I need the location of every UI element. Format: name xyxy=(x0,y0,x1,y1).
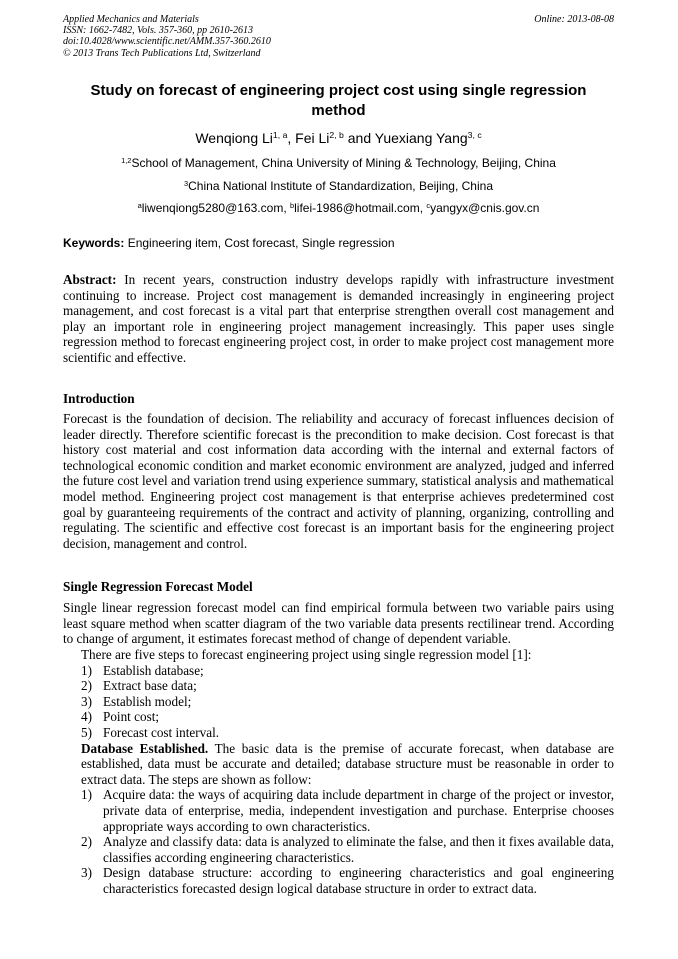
abstract xyxy=(63,272,614,366)
affiliation-2-text: China National Institute of Standardization, Beijing, China xyxy=(188,179,493,193)
abstract-text: In recent years, construction industry develops rapidly with infrastructure investment continuing to increase. Project cost management is demanded increasingly in engineering project management, and cost forecast is a vital part that enterprise strengthen overall cost management and play an important role in engineering project management increasingly. This paper uses single regression method to forecast engineering project cost, in order to make project cost management more scientific and effective. xyxy=(63,272,614,365)
author-separator: and xyxy=(343,130,375,146)
keywords-text: Engineering item, Cost forecast, Single regression xyxy=(124,236,395,250)
email-c-sup: c xyxy=(426,200,431,210)
steps-intro: There are five steps to forecast engineering project using single regression model [1]: xyxy=(81,647,532,662)
list-item xyxy=(81,709,614,725)
keywords-label: Keywords: xyxy=(63,236,125,250)
keywords xyxy=(63,236,614,251)
list-item xyxy=(81,725,614,741)
author-3: Yuexiang Yang xyxy=(374,130,468,146)
list-number: 5) xyxy=(81,724,92,740)
abstract-label: Abstract: xyxy=(63,272,117,287)
list-number: 3) xyxy=(81,693,92,709)
list-number: 4) xyxy=(81,709,92,725)
author-line xyxy=(63,129,614,147)
author-1: Wenqiong Li xyxy=(195,130,273,146)
doi-line: doi:10.4028/www.scientific.net/AMM.357-360.2610 xyxy=(63,36,271,48)
online-date: Online: 2013-08-08 xyxy=(534,14,614,25)
database-text: The basic data is the premise of accurate forecast, when database are established, data must be accurate and detailed; database structure must be reasonable in order to extract data. The steps are shown as follow: xyxy=(81,740,615,787)
copyright-line: © 2013 Trans Tech Publications Ltd, Switzerland xyxy=(63,47,261,59)
list-item xyxy=(81,663,614,679)
list-item xyxy=(81,787,614,834)
author-2: Fei Li xyxy=(295,130,330,146)
list-text: Establish database; xyxy=(103,662,204,678)
introduction-heading: Introduction xyxy=(63,391,135,406)
email-c: yangyx@cnis.gov.cn xyxy=(430,201,540,215)
database-paragraph xyxy=(81,741,614,788)
database-label: Database Established. xyxy=(81,740,209,756)
paper-title: Study on forecast of engineering project cost using single regression method xyxy=(90,82,587,119)
issn-line: ISSN: 1662-7482, Vols. 357-360, pp 2610-2613 xyxy=(63,25,253,37)
list-text: Forecast cost interval. xyxy=(103,724,220,740)
author-separator: , xyxy=(287,130,296,146)
list-number: 2) xyxy=(81,678,92,694)
author-1-sup: 1, a xyxy=(272,130,288,141)
list-number: 1) xyxy=(81,662,92,678)
email-line xyxy=(63,201,614,216)
email-b-sup: b xyxy=(289,200,295,210)
list-item xyxy=(81,834,614,865)
list-text: Design database structure: according to engineering characteristics and goal engineering characteristics forecasted design logical database structure in order to extract data. xyxy=(103,865,614,896)
list-number: 2) xyxy=(81,834,92,850)
list-number: 3) xyxy=(81,865,92,881)
journal-name: Applied Mechanics and Materials xyxy=(63,14,199,25)
email-a-sup: a xyxy=(137,200,142,210)
list-text: Establish model; xyxy=(103,693,192,709)
email-b: lifei-1986@hotmail.com, xyxy=(294,201,427,215)
model-heading: Single Regression Forecast Model xyxy=(63,579,253,594)
affiliation-1-sup: 1,2 xyxy=(121,155,132,165)
list-text: Acquire data: the ways of acquiring data include department in charge of the project or investor, private data of enterprise, media, independent investigation and purchase. Enterprise chooses appropriate ways according to own characteristics. xyxy=(103,787,614,834)
affiliation-2-sup: 3 xyxy=(184,178,189,188)
journal-header xyxy=(63,14,271,59)
affiliation-1-text: School of Management, China University of Mining & Technology, Beijing, China xyxy=(131,156,556,170)
list-item xyxy=(81,694,614,710)
list-number: 1) xyxy=(81,787,92,803)
list-text: Extract base data; xyxy=(103,678,197,694)
list-item xyxy=(81,865,614,896)
affiliation-2 xyxy=(63,179,614,194)
introduction-paragraph: Forecast is the foundation of decision. The reliability and accuracy of forecast influences decision of leader directly. Therefore scientific forecast is the precondition to make decision. Cost forecast is that history cost material and cost information data according with the internal and external factors of technological economic condition and market economic environment are analyzed, judged and inferred the future cost level and variation trend using experience summary, statistical analysis and mathematical model method. Engineering project cost management is that enterprise achieves predetermined cost goal by guaranteeing requirements of the contract and activity of planning, organizing, controlling and regulating. The scientific and effective cost forecast is an important basis for the engineering project decision, management and control. xyxy=(63,411,614,551)
list-text: Analyze and classify data: data is analyzed to eliminate the false, and then it fixes available data, classifies according engineering characteristics. xyxy=(103,834,614,865)
author-2-sup: 2, b xyxy=(329,130,344,141)
model-paragraph: Single linear regression forecast model can find empirical formula between two variable pairs using least square method when scatter diagram of the two variable data presents rectilinear trend. According to change of argument, it estimates forecast method of change of dependent variable. xyxy=(63,600,614,647)
email-a: liwenqiong5280@163.com, xyxy=(141,201,290,215)
model-steps xyxy=(81,647,614,897)
affiliation-1 xyxy=(63,156,614,171)
list-text: Point cost; xyxy=(103,709,160,725)
list-item xyxy=(81,678,614,694)
author-3-sup: 3, c xyxy=(467,130,482,141)
